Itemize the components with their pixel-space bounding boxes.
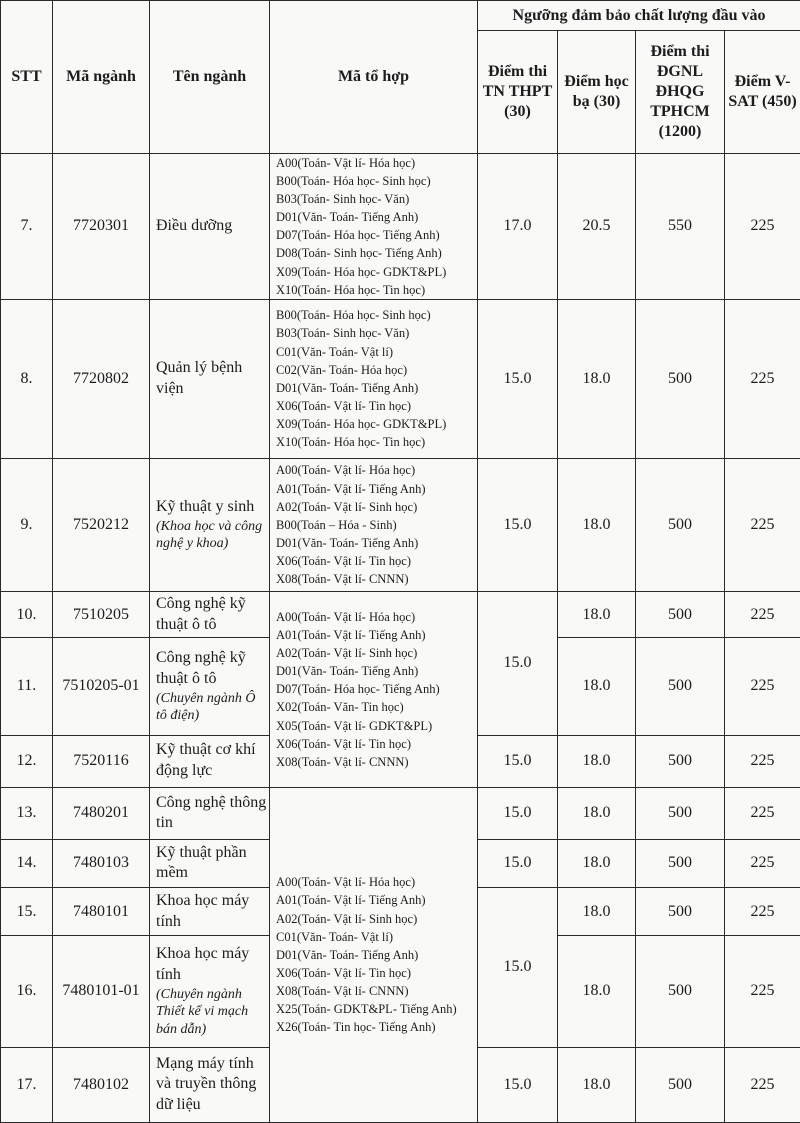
program-code: 7520212 [53,458,150,591]
combination-code: D07(Toán- Hóa học- Tiếng Anh) [276,682,440,697]
combination-code: D08(Toán- Sinh học- Tiếng Anh) [276,246,442,261]
row-index: 14. [1,839,53,887]
header-vsat: Điểm V-SAT (450) [725,31,800,153]
program-name-cell [150,638,270,735]
score-vsat: 225 [725,888,800,936]
score-vsat: 225 [725,936,800,1047]
combination-code: D01(Văn- Toán- Tiếng Anh) [276,380,419,395]
header-tn-thpt: Điểm thi TN THPT (30) [478,31,558,153]
score-hoc-ba: 18.0 [558,936,636,1047]
combination-code: D01(Văn- Toán- Tiếng Anh) [276,210,419,225]
score-dgnl: 500 [636,592,725,638]
score-hoc-ba: 18.0 [558,592,636,638]
combination-code: X08(Toán- Vật lí- CNNN) [276,754,409,769]
program-name-cell [150,787,270,839]
program-name: Kỹ thuật phần mềm [156,843,247,882]
row-index: 17. [1,1047,53,1122]
score-dgnl: 500 [636,787,725,839]
combination-list [270,592,478,788]
row-index: 7. [1,153,53,300]
score-hoc-ba: 18.0 [558,1047,636,1122]
score-vsat: 225 [725,458,800,591]
table-row [1,787,800,839]
score-hoc-ba: 18.0 [558,300,636,459]
combination-code: X10(Toán- Hóa học- Tin học) [276,282,426,297]
score-dgnl: 500 [636,638,725,735]
program-name-cell [150,839,270,887]
combination-code: B03(Toán- Sinh học- Văn) [276,192,410,207]
program-code: 7720802 [53,300,150,459]
program-name-cell [150,592,270,638]
row-index: 12. [1,735,53,787]
combination-code: X10(Toán- Hóa học- Tin học) [276,435,426,450]
row-index: 10. [1,592,53,638]
row-index: 9. [1,458,53,591]
combination-list [270,153,478,300]
score-dgnl: 500 [636,888,725,936]
score-hoc-ba: 20.5 [558,153,636,300]
combination-code: A01(Toán- Vật lí- Tiếng Anh) [276,627,426,642]
program-code: 7480201 [53,787,150,839]
program-name-cell [150,888,270,936]
score-hoc-ba: 18.0 [558,638,636,735]
combination-code: X08(Toán- Vật lí- CNNN) [276,572,409,587]
score-hoc-ba: 18.0 [558,735,636,787]
score-dgnl: 500 [636,936,725,1047]
score-tn-thpt: 17.0 [478,153,558,300]
score-dgnl: 550 [636,153,725,300]
program-name: Khoa học máy tính [156,945,250,984]
combination-code: A00(Toán- Vật lí- Hóa học) [276,155,416,170]
combination-code: A00(Toán- Vật lí- Hóa học) [276,875,416,890]
score-hoc-ba: 18.0 [558,888,636,936]
program-name-cell [150,300,270,459]
combination-code: A00(Toán- Vật lí- Hóa học) [276,609,416,624]
combination-code: A01(Toán- Vật lí- Tiếng Anh) [276,481,426,496]
score-vsat: 225 [725,638,800,735]
combination-code: X26(Toán- Tin học- Tiếng Anh) [276,1020,436,1035]
program-code: 7720301 [53,153,150,300]
score-tn-thpt: 15.0 [478,458,558,591]
score-vsat: 225 [725,300,800,459]
program-name: Quản lý bệnh viện [156,359,243,397]
program-name-cell [150,936,270,1047]
score-tn-thpt: 15.0 [478,1047,558,1122]
combination-code: X06(Toán- Vật lí- Tin học) [276,398,411,413]
program-name-cell [150,153,270,300]
program-name: Khoa học máy tính [156,891,250,930]
header-dgnl: Điểm thi ĐGNL ĐHQG TPHCM (1200) [636,31,725,153]
combination-code: A02(Toán- Vật lí- Sinh học) [276,499,418,514]
score-tn-thpt: 15.0 [478,735,558,787]
combination-code: C02(Văn- Toán- Hóa học) [276,362,408,377]
program-code: 7480101-01 [53,936,150,1047]
combination-code: X08(Toán- Vật lí- CNNN) [276,984,409,999]
combination-code: A00(Toán- Vật lí- Hóa học) [276,463,416,478]
score-hoc-ba: 18.0 [558,458,636,591]
score-dgnl: 500 [636,458,725,591]
table-row [1,458,800,591]
score-vsat: 225 [725,1047,800,1122]
program-name: Kỹ thuật y sinh [156,497,255,515]
combination-code: D01(Văn- Toán- Tiếng Anh) [276,947,419,962]
score-vsat: 225 [725,839,800,887]
program-code: 7480103 [53,839,150,887]
table-row [1,153,800,300]
program-name: Điều dưỡng [156,216,233,234]
combination-code: A02(Toán- Vật lí- Sinh học) [276,911,418,926]
score-vsat: 225 [725,153,800,300]
program-name: Công nghệ thông tin [156,793,267,832]
combination-code: X06(Toán- Vật lí- Tin học) [276,554,411,569]
program-note: (Chuyên ngành Thiết kế vi mạch bán dẫn) [156,986,249,1037]
score-dgnl: 500 [636,839,725,887]
score-dgnl: 500 [636,735,725,787]
combination-code: C01(Văn- Toán- Vật lí) [276,929,394,944]
combination-list [270,458,478,591]
program-code: 7510205-01 [53,638,150,735]
program-name: Mạng máy tính và truyền thông dữ liệu [156,1054,257,1114]
combination-code: X06(Toán- Vật lí- Tin học) [276,965,411,980]
combination-code: B00(Toán- Hóa học- Sinh học) [276,308,431,323]
combination-code: B00(Toán- Hóa học- Sinh học) [276,173,431,188]
row-index: 16. [1,936,53,1047]
row-index: 15. [1,888,53,936]
program-name-cell [150,735,270,787]
program-code: 7510205 [53,592,150,638]
header-stt: STT [1,1,53,154]
combination-code: X02(Toán- Văn- Tin học) [276,700,404,715]
score-dgnl: 500 [636,1047,725,1122]
program-name-cell [150,458,270,591]
header-ma-to-hop: Mã tổ hợp [270,1,478,154]
program-code: 7520116 [53,735,150,787]
program-code: 7480102 [53,1047,150,1122]
score-hoc-ba: 18.0 [558,787,636,839]
score-vsat: 225 [725,735,800,787]
combination-code: A01(Toán- Vật lí- Tiếng Anh) [276,893,426,908]
table-row [1,592,800,638]
score-hoc-ba: 18.0 [558,839,636,887]
combination-code: D01(Văn- Toán- Tiếng Anh) [276,664,419,679]
score-tn-thpt: 15.0 [478,592,558,736]
row-index: 13. [1,787,53,839]
header-ma-nganh: Mã ngành [53,1,150,154]
program-name: Công nghệ kỹ thuật ô tô [156,649,246,687]
row-index: 11. [1,638,53,735]
combination-list [270,787,478,1122]
program-note: (Chuyên ngành Ô tô điện) [156,690,256,724]
score-vsat: 225 [725,787,800,839]
score-vsat: 225 [725,592,800,638]
score-dgnl: 500 [636,300,725,459]
score-tn-thpt: 15.0 [478,839,558,887]
combination-code: X25(Toán- GDKT&PL- Tiếng Anh) [276,1002,457,1017]
header-hoc-ba: Điểm học bạ (30) [558,31,636,153]
combination-code: B00(Toán – Hóa - Sinh) [276,517,397,532]
program-name: Công nghệ kỹ thuật ô tô [156,594,246,633]
header-ten-nganh: Tên ngành [150,1,270,154]
combination-list [270,300,478,459]
row-index: 8. [1,300,53,459]
combination-code: X09(Toán- Hóa học- GDKT&PL) [276,264,447,279]
header-threshold-group: Ngưỡng đảm bảo chất lượng đầu vào [478,1,800,31]
combination-code: C01(Văn- Toán- Vật lí) [276,344,394,359]
table-row [1,300,800,459]
program-name-cell [150,1047,270,1122]
score-tn-thpt: 15.0 [478,888,558,1048]
combination-code: D07(Toán- Hóa học- Tiếng Anh) [276,228,440,243]
combination-code: X05(Toán- Vật lí- GDKT&PL) [276,718,433,733]
combination-code: X09(Toán- Hóa học- GDKT&PL) [276,417,447,432]
combination-code: D01(Văn- Toán- Tiếng Anh) [276,535,419,550]
combination-code: B03(Toán- Sinh học- Văn) [276,326,410,341]
combination-code: X06(Toán- Vật lí- Tin học) [276,736,411,751]
program-name: Kỹ thuật cơ khí động lực [156,741,256,780]
score-tn-thpt: 15.0 [478,787,558,839]
combination-code: A02(Toán- Vật lí- Sinh học) [276,646,418,661]
program-note: (Khoa học và công nghệ y khoa) [156,518,263,552]
program-code: 7480101 [53,888,150,936]
score-tn-thpt: 15.0 [478,300,558,459]
